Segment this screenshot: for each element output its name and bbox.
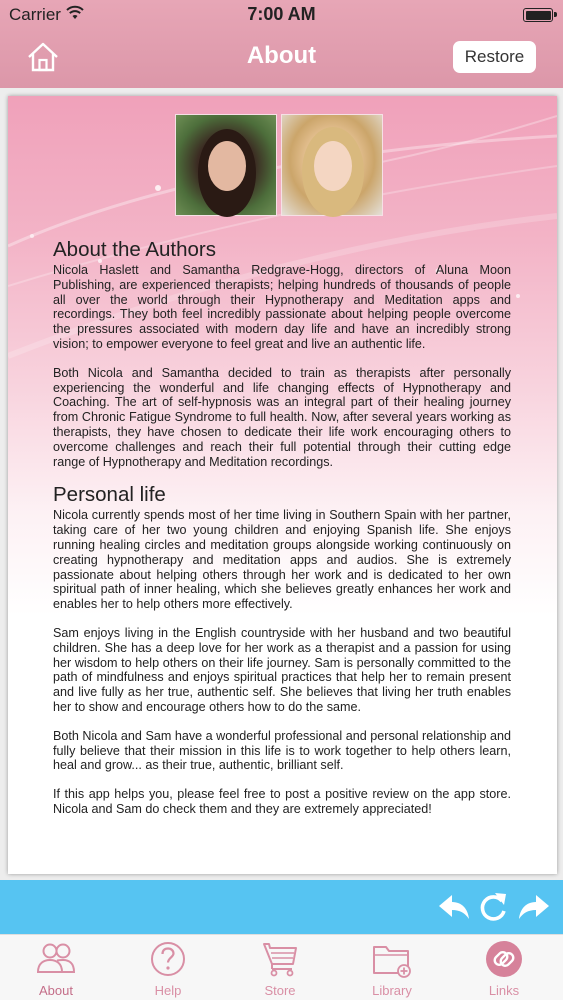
paragraph: Nicola currently spends most of her time living in Southern Spain with her partner, taking care of her two young children and enjoying Spanish life. She enjoys running healing circles and meditation groups alongside working continuously on creating hypnotherapy and meditation apps and audios. She is extremely passionate about helping others through her work and is dedicated to her own spiritual path of inner healing, which she believes greatly enhances her work and enables her to help others more effectively. <box>53 508 511 612</box>
web-toolbar <box>0 880 563 934</box>
forward-arrow-icon[interactable] <box>516 889 552 925</box>
question-icon <box>148 940 188 978</box>
tab-library[interactable] <box>336 935 448 1000</box>
people-icon <box>36 940 76 978</box>
section-heading-authors: About the Authors <box>53 238 216 261</box>
tab-label: About <box>39 983 73 998</box>
tab-label: Store <box>264 983 296 998</box>
tab-about[interactable] <box>0 935 112 1000</box>
home-icon[interactable] <box>26 41 60 73</box>
restore-button[interactable]: Restore <box>453 41 536 73</box>
author-photo-samantha <box>281 114 383 216</box>
status-bar <box>0 0 563 30</box>
tab-bar <box>0 934 563 1000</box>
paragraph: Sam enjoys living in the English countryside with her husband and two beautiful children. She has a deep love for her work as a therapist and a passion for using her wisdom to help others on their life journey. Sam is personally committed to the path of mindfulness and enjoys spiritual practices that help her to remain present and live fully as her true, authentic self. She believes that living her truth enables her to show and encourage others how to do the same. <box>53 625 511 714</box>
author-photo-nicola <box>175 114 277 216</box>
carrier-label: Carrier <box>9 5 61 24</box>
tab-links[interactable] <box>448 935 560 1000</box>
tab-label: Links <box>488 983 520 998</box>
about-text <box>53 238 511 831</box>
battery-icon <box>523 8 553 22</box>
tab-label: Library <box>372 983 412 998</box>
paragraph: If this app helps you, please feel free to post a positive review on the app store. Nicola and Sam do check them and they are extremely appreciated! <box>53 787 511 816</box>
link-icon <box>484 940 524 978</box>
paragraph: Nicola Haslett and Samantha Redgrave-Hogg, directors of Aluna Moon Publishing, are experienced therapists; helping hundreds of thousands of people all over the world through their Hypnotherapy and Meditation apps and recordings. They both feel incredibly passionate about helping people overcome the pressures associated with modern day life and have an incredibly strong vision; to empower everyone to feel great and live an authentic life. <box>53 263 511 351</box>
back-arrow-icon[interactable] <box>436 889 472 925</box>
folder-add-icon <box>372 940 412 978</box>
cart-icon <box>260 940 300 978</box>
tab-store[interactable] <box>224 935 336 1000</box>
tab-label: Help <box>154 983 182 998</box>
about-content-card <box>8 96 557 874</box>
paragraph: Both Nicola and Sam have a wonderful professional and personal relationship and fully believe that their mission in this life is to work together to help others learn, heal and grow... as their true, authentic, brilliant self. <box>53 728 511 773</box>
status-time: 7:00 AM <box>247 4 316 24</box>
tab-help[interactable] <box>112 935 224 1000</box>
section-heading-personal-life: Personal life <box>53 483 166 507</box>
top-bar <box>0 0 563 88</box>
page-title: About <box>246 42 317 69</box>
paragraph: Both Nicola and Samantha decided to train as therapists after personally experiencing the wonderful and life changing effects of Hypnotherapy and Coaching. The art of self-hypnosis was an integral part of their healing journey from Chronic Fatigue Syndrome to full health. Now, after several years working as therapists, they have chosen to dedicate their life work encouraging others to overcome challenges and reach their full potential through their cutting edge range of Hypnotherapy and Meditation recordings. <box>53 365 511 469</box>
refresh-icon[interactable] <box>475 889 511 925</box>
